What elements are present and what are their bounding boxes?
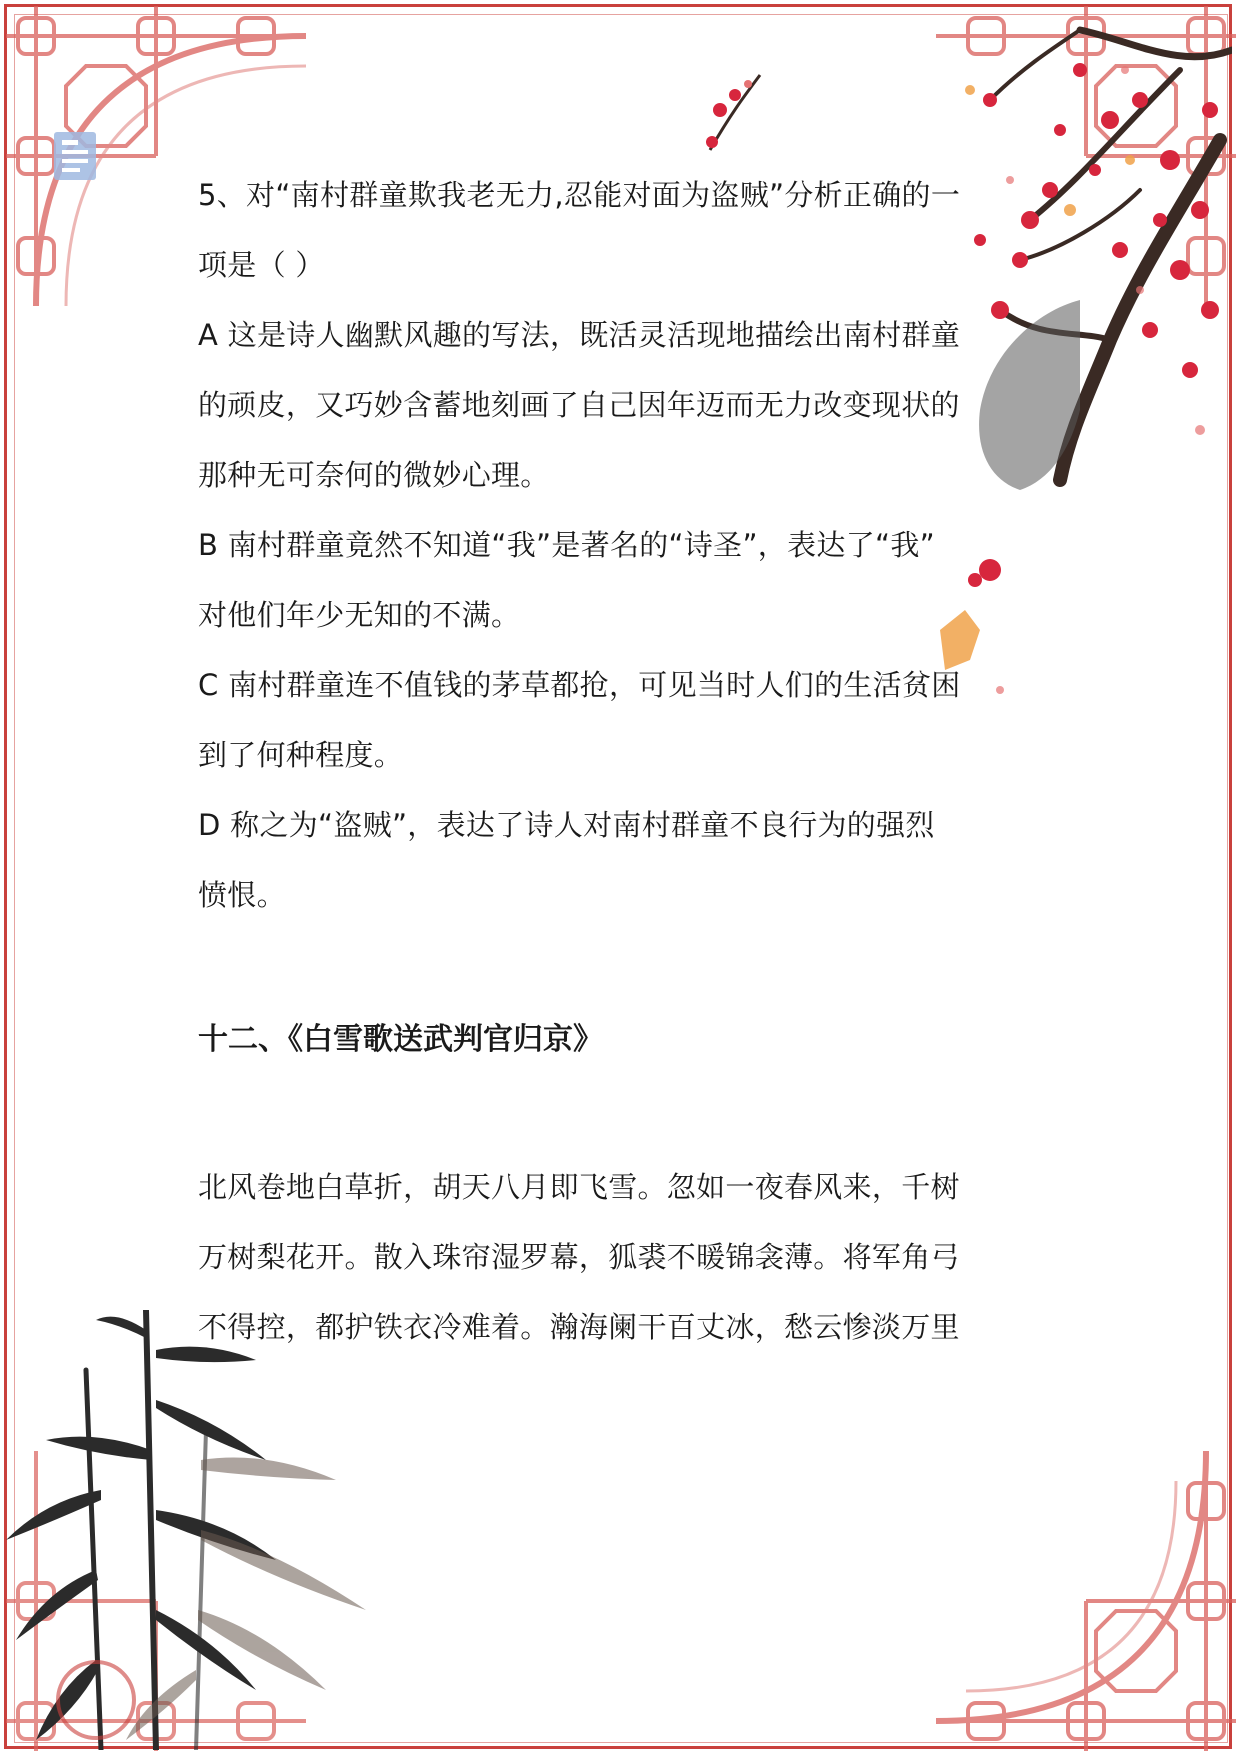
section-heading: 十二、《白雪歌送武判官归京》 — [198, 1022, 603, 1057]
question-line: 项是（ ） — [198, 248, 325, 282]
window-lattice-corner-bottom-right — [906, 1421, 1236, 1751]
poem-line: 万树梨花开。散入珠帘湿罗幕，狐裘不暖锦衾薄。将军角弓 — [198, 1240, 960, 1274]
plum-sprig — [690, 70, 770, 160]
option-line: 愤恨。 — [198, 878, 286, 912]
question-line: 5、对“南村群童欺我老无力,忍能对面为盗贼”分析正确的一 — [198, 178, 961, 212]
option-line: 的顽皮，又巧妙含蓄地刻画了自己因年迈而无力改变现状的 — [198, 388, 960, 422]
poem-line: 不得控，都护铁衣冷难着。瀚海阑干百丈冰，愁云惨淡万里 — [198, 1310, 960, 1344]
option-a — [198, 300, 1044, 510]
option-line: 到了何种程度。 — [198, 738, 404, 772]
option-line: A 这是诗人幽默风趣的写法，既活灵活现地描绘出南村群童 — [198, 318, 961, 352]
poem-line: 北风卷地白草折，胡天八月即飞雪。忽如一夜春风来，千树 — [198, 1170, 960, 1204]
option-c — [198, 650, 1044, 790]
option-line: 对他们年少无知的不满。 — [198, 598, 521, 632]
option-d — [198, 790, 1044, 930]
option-line: C 南村群童连不值钱的茅草都抢，可见当时人们的生活贫困 — [198, 668, 961, 702]
option-line: B 南村群童竟然不知道“我”是著名的“诗圣”，表达了“我” — [198, 528, 935, 562]
option-b — [198, 510, 1044, 650]
option-line: 那种无可奈何的微妙心理。 — [198, 458, 550, 492]
document-icon — [52, 130, 98, 182]
question-block — [198, 160, 1044, 930]
poem-text — [198, 1152, 1044, 1362]
option-line: D 称之为“盗贼”，表达了诗人对南村群童不良行为的强烈 — [198, 808, 935, 842]
bamboo-painting — [6, 1310, 426, 1750]
